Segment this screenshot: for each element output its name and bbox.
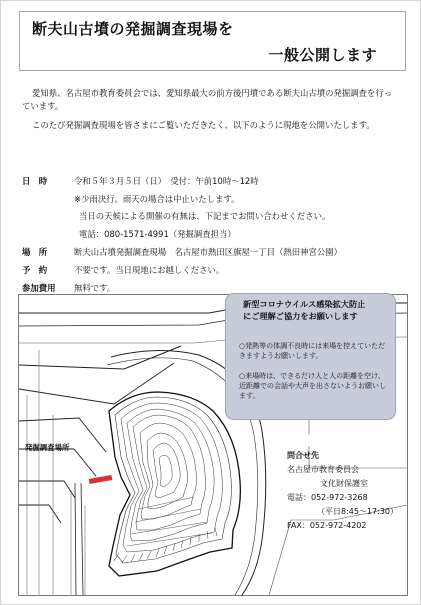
covid-notice-item-1: ○発熱等の体調不良時には来場を控えていただきますようお願いします。 <box>239 342 386 360</box>
weather-note: ※少雨決行。雨天の場合は中止いたします。 <box>74 194 240 204</box>
place-label: 場 所 <box>22 247 48 257</box>
reservation-value: 不要です。当日現地にお越しください。 <box>74 265 225 275</box>
fee-label: 参加費用 <box>22 283 56 293</box>
excavation-site-label: 発掘調査場所 <box>25 443 70 452</box>
intro-paragraph-2: このたび発掘調査現場を皆さまにご覧いただきたく、以下のように現地を公開いたします。 <box>32 120 375 130</box>
contact-fax: FAX：052-972-4202 <box>287 521 367 530</box>
fee-value: 無料です。 <box>74 283 116 293</box>
flyer-title-line-1: 断夫山古墳の発掘調査現場を <box>32 20 234 38</box>
inquiry-phone: 電話：080-1571-4991（発掘調査担当） <box>79 229 236 239</box>
covid-notice-title-line-1: 新型コロナウイルス感染拡大防止 <box>243 299 366 309</box>
reservation-label: 予 約 <box>22 265 48 275</box>
contact-department: 文化財保護室 <box>320 479 368 488</box>
contact-info <box>287 449 407 533</box>
place-value: 断夫山古墳発掘調査現場 名古屋市熱田区旗屋一丁目（熱田神宮公園） <box>74 247 342 257</box>
weather-inquiry-note: 当日の天候による開催の有無は、下記までお問い合わせください。 <box>79 211 331 221</box>
intro-paragraph-1: 愛知県、名古屋市教育委員会では、愛知県最大の前方後円墳である断夫山古墳の発掘調査を行っています。 <box>22 88 393 111</box>
date-label: 日 時 <box>22 176 48 186</box>
covid-notice <box>225 293 396 420</box>
contact-heading: 問合せ先 <box>287 451 319 460</box>
covid-notice-title-line-2: にご理解ご協力をお願いします <box>243 311 358 321</box>
contact-organization: 名古屋市教育委員会 <box>287 465 359 474</box>
date-value: 令和５年３月５日（日） 受付：午前10時～12時 <box>74 176 259 186</box>
covid-notice-item-2: ○来場時は、できるだけ人と人の距離を空け、近距離での会話や大声を出さないようお願いします。 <box>239 372 386 400</box>
contact-hours: （平日8:45～17:30） <box>317 507 399 516</box>
contact-phone: 電話：052-972-3268 <box>287 493 368 502</box>
flyer-title-box <box>19 11 406 71</box>
flyer-title-line-2: 一般公開します <box>268 46 377 64</box>
